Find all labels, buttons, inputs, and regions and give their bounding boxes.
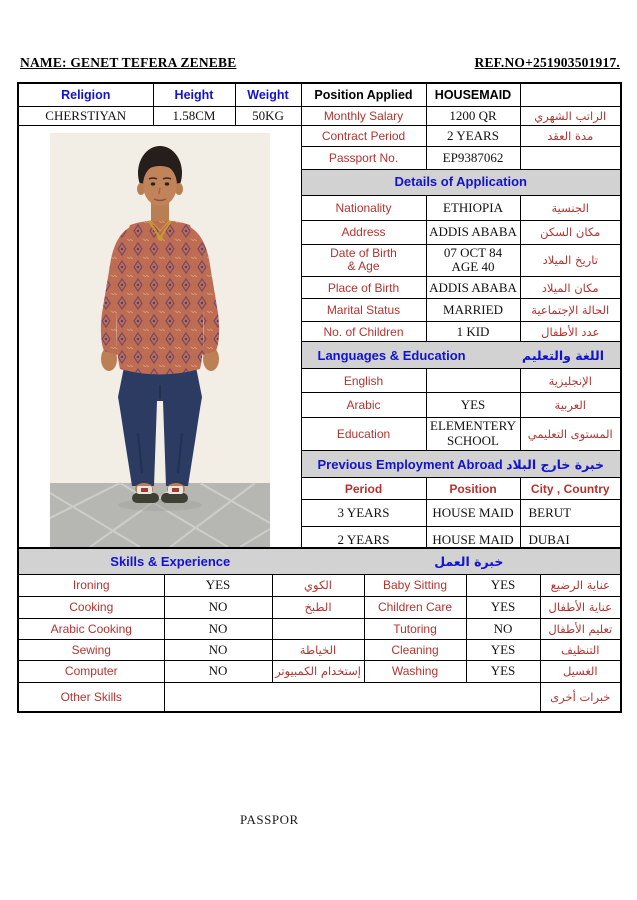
contract-period-value: 2 YEARS — [426, 125, 520, 146]
position-applied-header: Position Applied — [301, 83, 426, 106]
place-of-birth-label: Place of Birth — [301, 277, 426, 299]
employment-section-title: Previous Employment Abroad — [317, 456, 503, 472]
skill-label: Baby Sitting — [364, 574, 466, 596]
english-arabic: الإنجليزية — [520, 369, 621, 393]
place-of-birth-arabic: مكان الميلاد — [520, 277, 621, 299]
nationality-label: Nationality — [301, 195, 426, 220]
weight-value: 50KG — [235, 106, 301, 125]
monthly-salary-arabic: الراتب الشهري — [520, 106, 621, 125]
contract-period-arabic: مدة العقد — [520, 125, 621, 146]
nationality-value: ETHIOPIA — [426, 195, 520, 220]
empty-cell — [520, 83, 621, 106]
skill-label: Children Care — [364, 596, 466, 618]
skills-section-title: Skills & Experience — [110, 553, 231, 569]
skill-arabic: عناية الرضيع — [540, 574, 621, 596]
english-value — [426, 369, 520, 393]
place-of-birth-value: ADDIS ABABA — [426, 277, 520, 299]
skill-label: Sewing — [18, 639, 164, 660]
other-skills-arabic: خبرات أخرى — [540, 682, 621, 712]
height-value: 1.58CM — [153, 106, 235, 125]
dob-value-line2: AGE 40 — [451, 259, 495, 275]
religion-header: Religion — [18, 83, 153, 106]
marital-status-arabic: الحالة الإجتماعية — [520, 299, 621, 322]
dob-label — [301, 244, 426, 277]
address-label: Address — [301, 220, 426, 244]
languages-section-header — [301, 342, 621, 369]
table-row — [18, 106, 621, 125]
education-value — [426, 418, 520, 451]
skill-value: YES — [466, 639, 540, 660]
applicant-name: NAME: GENET TEFERA ZENEBE — [20, 55, 237, 70]
dob-label-line1: Date of Birth — [330, 245, 397, 260]
skill-value: NO — [466, 618, 540, 639]
address-arabic: مكان السكن — [520, 220, 621, 244]
arabic-arabic: العربية — [520, 393, 621, 418]
doc-header — [20, 55, 620, 71]
other-skills-row — [18, 682, 621, 712]
details-section-header — [301, 169, 621, 195]
skill-label: Tutoring — [364, 618, 466, 639]
passport-caption: PASSPOR — [240, 812, 299, 827]
height-header: Height — [153, 83, 235, 106]
bio-table — [17, 82, 622, 554]
nationality-arabic: الجنسية — [520, 195, 621, 220]
dob-value-line1: 07 OCT 84 — [443, 244, 503, 260]
children-arabic: عدد الأطفال — [520, 322, 621, 342]
employment-position: HOUSE MAID — [426, 500, 520, 527]
skill-arabic: التنظيف — [540, 639, 621, 660]
skill-value: NO — [164, 596, 272, 618]
languages-section-title-arabic: اللغة والتعليم — [522, 347, 604, 363]
employment-period: 3 YEARS — [301, 500, 426, 527]
monthly-salary-value: 1200 QR — [426, 106, 520, 125]
passport-no-arabic — [520, 146, 621, 169]
education-value-line2: SCHOOL — [446, 433, 499, 449]
period-col-header: Period — [301, 478, 426, 500]
section-row — [18, 548, 621, 574]
dob-value — [426, 244, 520, 277]
dob-label-line2: & Age — [347, 259, 380, 274]
religion-value: CHERSTIYAN — [18, 106, 153, 125]
employment-period: 2 YEARS — [301, 527, 426, 553]
children-label: No. of Children — [301, 322, 426, 342]
monthly-salary-label: Monthly Salary — [301, 106, 426, 125]
education-value-line1: ELEMENTERY — [430, 418, 516, 434]
marital-status-value: MARRIED — [426, 299, 520, 322]
skills-row — [18, 660, 621, 682]
passport-no-value: EP9387062 — [426, 146, 520, 169]
employment-section-header — [301, 451, 621, 478]
skill-arabic: الكوي — [272, 574, 364, 596]
skill-label: Cooking — [18, 596, 164, 618]
skills-row — [18, 596, 621, 618]
weight-header: Weight — [235, 83, 301, 106]
skills-section-title-arabic: خبرة العمل — [434, 553, 504, 569]
employment-city: BERUT — [520, 500, 621, 527]
skills-row — [18, 618, 621, 639]
table-row — [18, 125, 621, 146]
address-value: ADDIS ABABA — [426, 220, 520, 244]
skill-arabic: تعليم الأطفال — [540, 618, 621, 639]
details-section-title: Details of Application — [394, 174, 527, 189]
skill-value: NO — [164, 660, 272, 682]
other-skills-label: Other Skills — [18, 682, 164, 712]
skill-value: NO — [164, 639, 272, 660]
arabic-value: YES — [426, 393, 520, 418]
languages-section-title: Languages & Education — [317, 347, 466, 363]
applicant-photo — [50, 133, 270, 547]
marital-status-label: Marital Status — [301, 299, 426, 322]
skill-label: Arabic Cooking — [18, 618, 164, 639]
employment-city: DUBAI — [520, 527, 621, 553]
ref-number: REF.NO+251903501917. — [474, 55, 620, 70]
skill-value: NO — [164, 618, 272, 639]
skill-value: YES — [466, 596, 540, 618]
dob-arabic: تاريخ الميلاد — [520, 244, 621, 277]
english-label: English — [301, 369, 426, 393]
table-row — [18, 83, 621, 106]
passport-no-label: Passport No. — [301, 146, 426, 169]
skill-value: YES — [466, 574, 540, 596]
skill-value: YES — [164, 574, 272, 596]
contract-period-label: Contract Period — [301, 125, 426, 146]
skill-arabic — [272, 618, 364, 639]
education-label: Education — [301, 418, 426, 451]
position-value: HOUSEMAID — [426, 83, 520, 106]
skill-label: Cleaning — [364, 639, 466, 660]
other-skills-blank — [164, 682, 540, 712]
skill-arabic: الطبخ — [272, 596, 364, 618]
education-arabic: المستوى التعليمي — [520, 418, 621, 451]
skill-arabic: إستخدام الكمبيوتر — [272, 660, 364, 682]
skill-arabic: الغسيل — [540, 660, 621, 682]
skills-row — [18, 574, 621, 596]
employment-section-title-arabic: خبرة خارج البلاد — [506, 456, 604, 472]
skill-label: Washing — [364, 660, 466, 682]
skill-label: Computer — [18, 660, 164, 682]
skill-label: Ironing — [18, 574, 164, 596]
skills-table — [17, 547, 622, 713]
skill-arabic: عناية الأطفال — [540, 596, 621, 618]
city-col-header: City , Country — [520, 478, 621, 500]
arabic-label: Arabic — [301, 393, 426, 418]
children-value: 1 KID — [426, 322, 520, 342]
applicant-photo-cell — [18, 125, 301, 553]
employment-position: HOUSE MAID — [426, 527, 520, 553]
skills-row — [18, 639, 621, 660]
skill-arabic: الخياطة — [272, 639, 364, 660]
skill-value: YES — [466, 660, 540, 682]
position-col-header: Position — [426, 478, 520, 500]
skills-section-header — [18, 548, 621, 574]
